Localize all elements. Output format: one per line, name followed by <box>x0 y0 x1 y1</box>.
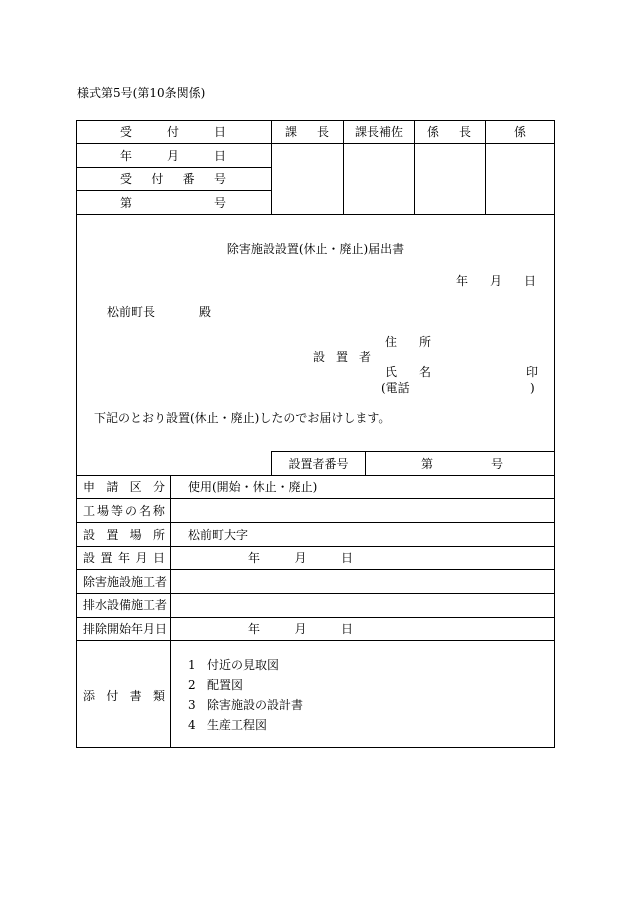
attachment-item: 除害施設の設計書 <box>207 698 304 712</box>
drain-contractor-label: 排水設備施工者 <box>83 598 168 612</box>
drain-contractor-field[interactable] <box>171 594 554 616</box>
row-line-4 <box>76 546 555 547</box>
notice-statement: 下記のとおり設置(休止・廃止)したのでお届けします。 <box>94 411 391 425</box>
attachment-number: 1 <box>188 658 196 672</box>
row-line-7 <box>76 617 555 618</box>
location-label: 設 置 場 所 <box>83 528 165 542</box>
approval-divider <box>271 120 272 214</box>
discharge-start-label: 排除開始年月日 <box>83 622 168 636</box>
installer-no-value: 第 号 <box>421 457 503 471</box>
facility-name-label: 工 場 等 の 名 称 <box>83 504 165 518</box>
attachment-item: 生産工程図 <box>207 718 268 732</box>
stamp-header-section-chief: 課 長 <box>285 125 329 139</box>
applicant-label: 設 置 者 <box>313 350 371 364</box>
form-id: 様式第5号(第10条関係) <box>77 86 206 100</box>
attachment-item: 付近の見取図 <box>207 658 280 672</box>
row-line-1 <box>76 475 555 476</box>
location-value: 松前町大字 <box>188 528 249 542</box>
phone-close: ) <box>530 381 535 395</box>
attachment-number: 2 <box>188 678 196 692</box>
stamp-header-subsection-chief: 係 長 <box>427 125 471 139</box>
approval-row-line-1 <box>76 167 271 168</box>
seal-mark: 印 <box>526 365 539 379</box>
address-label: 住 所 <box>385 335 431 349</box>
discharge-start-value: 年 月 日 <box>248 622 353 636</box>
attachment-item: 配置図 <box>207 678 244 692</box>
installer-no-mid-line <box>365 451 366 475</box>
phone-label: (電話 <box>381 381 410 395</box>
border-bottom <box>76 747 555 748</box>
attachment-number: 4 <box>188 718 196 732</box>
facility-name-field[interactable] <box>171 499 554 521</box>
notice-title: 除害施設設置(休止・廃止)届出書 <box>226 242 405 256</box>
attachment-number: 3 <box>188 698 196 712</box>
received-no-label: 受 付 番 号 <box>120 172 226 186</box>
name-label: 氏 名 <box>385 365 431 379</box>
addressee: 松前町長 <box>107 305 156 319</box>
received-date-label: 受 付 日 <box>120 125 226 139</box>
application-type-value: 使用(開始・休止・廃止) <box>188 480 318 494</box>
notice-date: 年 月 日 <box>456 274 536 288</box>
install-date-value: 年 月 日 <box>248 551 353 565</box>
received-no-value: 第 号 <box>120 196 226 210</box>
contractor-field[interactable] <box>171 570 554 592</box>
installer-no-top-line <box>271 451 555 452</box>
attachments-label: 添 付 書 類 <box>83 689 165 703</box>
approval-header-line <box>76 143 555 144</box>
stamp-header-assistant-chief: 課長補佐 <box>354 125 403 139</box>
install-date-label: 設 置 年 月 日 <box>83 551 165 565</box>
stamp-header-staff: 係 <box>513 125 526 139</box>
application-type-label: 申 請 区 分 <box>83 480 165 494</box>
approval-bottom-line <box>76 214 555 215</box>
approval-row-line-2 <box>76 190 271 191</box>
border-top <box>76 120 555 121</box>
row-line-8 <box>76 640 555 641</box>
row-line-3 <box>76 522 555 523</box>
installer-no-label: 設置者番号 <box>288 457 349 471</box>
received-date-value: 年 月 日 <box>120 149 226 163</box>
honorific: 殿 <box>199 305 212 319</box>
stamp-divider-2 <box>414 120 415 214</box>
contractor-label: 除害施設施工者 <box>83 575 168 589</box>
